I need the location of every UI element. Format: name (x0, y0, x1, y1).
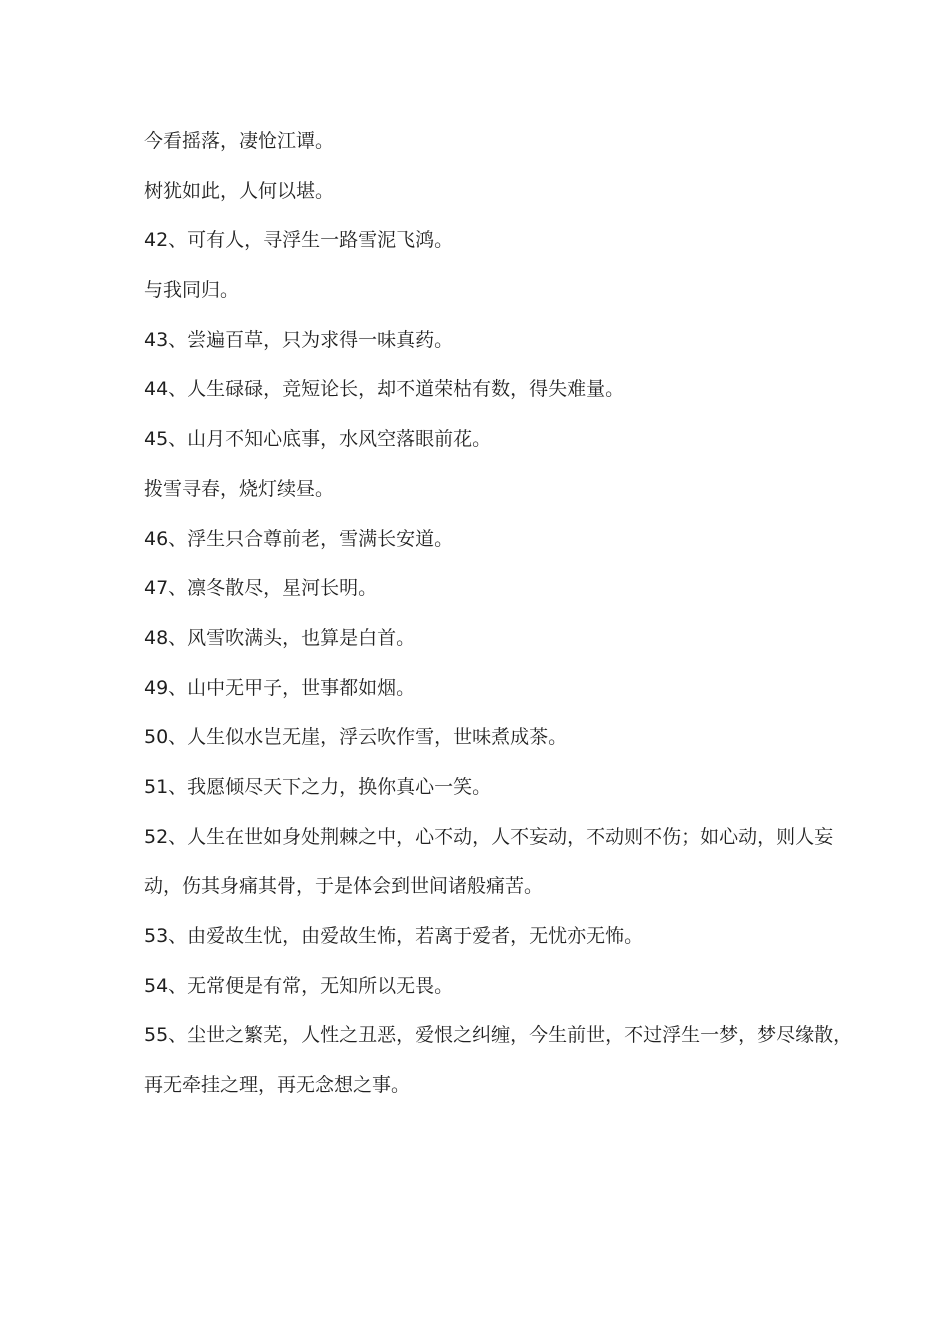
text-line: 再无牵挂之理，再无念想之事。 (144, 1074, 411, 1097)
text-line: 47、凛冬散尽，星河长明。 (144, 577, 378, 600)
text-line: 树犹如此，人何以堪。 (144, 179, 335, 202)
text-line: 43、尝遍百草，只为求得一味真药。 (144, 328, 454, 351)
text-line: 42、可有人，寻浮生一路雪泥飞鸿。 (144, 229, 454, 252)
text-line: 50、人生似水岂无崖，浮云吹作雪，世味煮成茶。 (144, 726, 568, 749)
text-line: 44、人生碌碌，竞短论长，却不道荣枯有数，得失难量。 (144, 378, 625, 401)
text-line: 动，伤其身痛其骨，于是体会到世间诸般痛苦。 (144, 875, 544, 898)
text-line: 51、我愿倾尽天下之力，换你真心一笑。 (144, 775, 492, 798)
text-line: 54、无常便是有常，无知所以无畏。 (144, 974, 454, 997)
text-line: 52、人生在世如身处荆棘之中，心不动，人不妄动，不动则不伤；如心动，则人妄 (144, 825, 834, 848)
text-line: 今看摇落，凄怆江谭。 (144, 130, 335, 152)
text-line: 53、由爱故生忧，由爱故生怖，若离于爱者，无忧亦无怖。 (144, 925, 644, 947)
text-line: 拨雪寻春，烧灯续昼。 (144, 477, 335, 500)
text-line: 49、山中无甲子，世事都如烟。 (144, 676, 416, 699)
text-body (144, 123, 853, 1117)
text-line: 55、尘世之繁芜，人性之丑恶，爱恨之纠缠，今生前世，不过浮生一梦，梦尽缘散， (144, 1024, 853, 1047)
text-line: 45、山月不知心底事，水风空落眼前花。 (144, 428, 492, 451)
text-line: 46、浮生只合尊前老，雪满长安道。 (144, 527, 454, 550)
text-line: 与我同归。 (144, 279, 240, 302)
text-line: 48、风雪吹满头，也算是白首。 (144, 626, 416, 649)
